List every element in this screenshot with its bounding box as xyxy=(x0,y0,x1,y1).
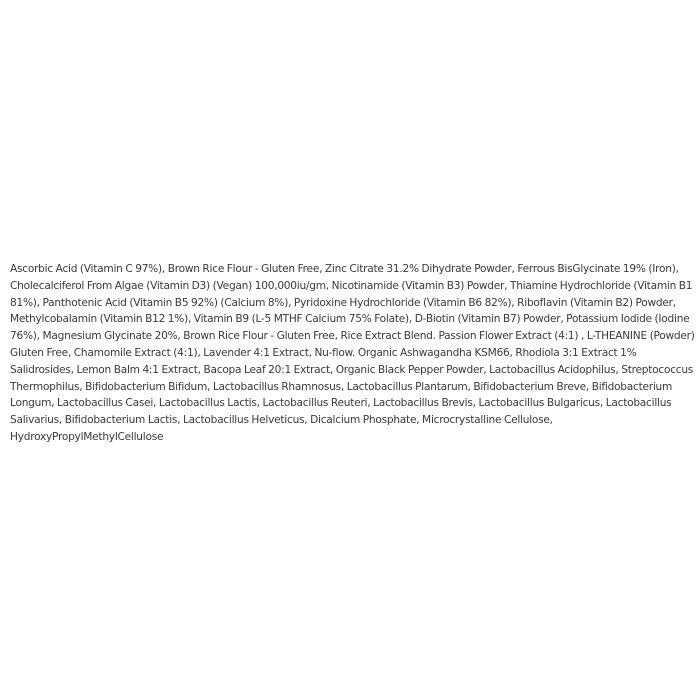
ingredients-list-text: Ascorbic Acid (Vitamin C 97%), Brown Rice Flour - Gluten Free, Zinc Citrate 31.2% Dihydrate Powder, Ferrous BisGlycinate 19% (Iron), Cholecalciferol From Algae (Vitamin D3) (Vegan) 100,000iu/gm, Nicotinamide (Vitamin B3) Powder, Thiamine Hydrochloride (Vitamin B1 81%), Panthotenic Acid (Vitamin B5 92%) (Calcium 8%), Pyridoxine Hydrochloride (Vitamin B6 82%), Riboflavin (Vitamin B2) Powder, Methylcobalamin (Vitamin B12 1%), Vitamin B9 (L-5 MTHF Calcium 75% Folate), D-Biotin (Vitamin B7) Powder, Potassium Iodide (Iodine 76%), Magnesium Glycinate 20%, Brown Rice Flour - Gluten Free, Rice Extract Blend. Passion Flower Extract (4:1) , L-THEANINE (Powder) Gluten Free, Chamomile Extract (4:1), Lavender 4:1 Extract, Nu-flow. Organic Ashwagandha KSM66, Rhodiola 3:1 Extract 1% Salidrosides, Lemon Balm 4:1 Extract, Bacopa Leaf 20:1 Extract, Organic Black Pepper Powder, Lactobacillus Acidophilus, Streptococcus Thermophilus, Bifidobacterium Bifidum, Lactobacillus Rhamnosus, Lactobacillus Plantarum, Bifidobacterium Breve, Bifidobacterium Longum, Lactobacillus Casei, Lactobacillus Lactis, Lactobacillus Reuteri, Lactobacillus Brevis, Lactobacillus Bulgaricus, Lactobacillus Salivarius, Bifidobacterium Lactis, Lactobacillus Helveticus, Dicalcium Phosphate, Microcrystalline Cellulose, HydroxyPropylMethylCellulose xyxy=(10,263,695,443)
